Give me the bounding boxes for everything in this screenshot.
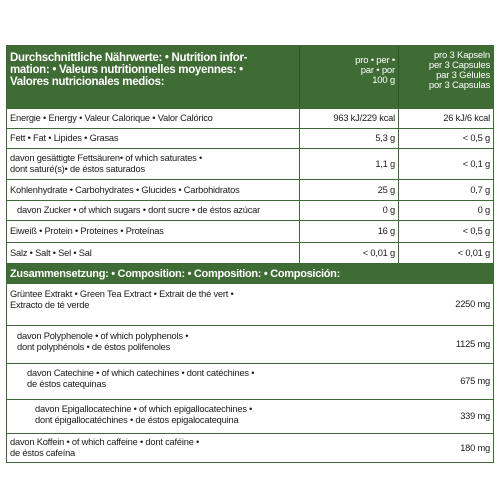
table-row-polyphenols <box>7 326 493 364</box>
table-row-sugars <box>7 201 493 221</box>
row-label <box>7 326 299 363</box>
row-value: 2250 mg <box>455 299 490 309</box>
header-col2-line: por 3 Capsulas <box>428 80 490 91</box>
table-row-epigallocatechines <box>7 400 493 434</box>
row-label: Fett • Fat • Lipides • Grasas <box>10 133 119 143</box>
header-per-100g <box>299 46 398 108</box>
row-value-per-100g: 5,3 g <box>299 129 398 148</box>
table-row-saturates <box>7 149 493 180</box>
row-label-line: davon gesättigte Fettsäuren• of which saturates • <box>10 153 203 163</box>
row-value-per-3-capsules: < 0,5 g <box>398 129 493 148</box>
header-col2-line: per 3 Capsules <box>428 60 490 71</box>
header-per-3-capsules <box>398 46 493 108</box>
row-label-line: Grüntee Extrakt • Green Tea Extract • Extrait de thé vert • <box>10 289 234 299</box>
table-row-caffeine <box>7 434 493 462</box>
nutrition-table <box>6 45 494 463</box>
table-row-catechines <box>7 364 493 400</box>
header-col1-line: 100 g <box>372 75 395 86</box>
row-value: 180 mg <box>460 442 490 453</box>
row-value-per-100g: 1,1 g <box>299 149 398 179</box>
row-label-line: davon Koffein • of which caffeine • dont caféine • <box>10 437 200 447</box>
row-label-line: davon Epigallocatechine • of which epigallocatechines • <box>35 404 253 414</box>
composition-header-row <box>7 264 493 284</box>
row-value-per-3-capsules: < 0,1 g <box>398 149 493 179</box>
table-row-protein <box>7 221 493 243</box>
table-row-energy <box>7 109 493 129</box>
table-header-row <box>7 46 493 109</box>
header-col1-line: par • por <box>360 65 395 76</box>
row-value-per-3-capsules: 0 g <box>398 201 493 220</box>
header-title <box>7 46 299 108</box>
row-label <box>7 364 299 399</box>
row-label-line: dont épigallocatéchines • de éstos epigalocatequina <box>35 415 239 425</box>
row-label: Kohlenhydrate • Carbohydrates • Glucides • Carbohidratos <box>10 184 240 195</box>
row-value-per-100g: 16 g <box>299 221 398 242</box>
row-label-line: davon Catechine • of which catechines • dont catéchines • <box>27 368 255 378</box>
table-row-carbohydrates <box>7 180 493 201</box>
row-label-line: dont saturé(s)• de éstos saturados <box>10 164 145 174</box>
row-label: Energie • Energy • Valeur Calorique • Valor Calórico <box>10 113 213 123</box>
row-label-line: dont polyphénols • de éstos polifenoles <box>17 342 171 352</box>
header-title-line: mation: • Valeurs nutritionnelles moyennes: • <box>10 64 243 76</box>
row-value-per-100g: 0 g <box>299 201 398 220</box>
row-value: 675 mg <box>460 376 490 386</box>
row-label-line: davon Polyphenole • of which polyphenols • <box>17 331 189 341</box>
row-label-line: de éstos cafeína <box>10 448 76 458</box>
row-value-per-3-capsules: 26 kJ/6 kcal <box>398 109 493 128</box>
composition-header: Zusammensetzung: • Composition: • Composition: • Composición: <box>10 267 340 280</box>
row-value-per-100g: 25 g <box>299 180 398 200</box>
row-value-per-100g: 963 kJ/229 kcal <box>299 109 398 128</box>
row-label-line: Extracto de té verde <box>10 300 90 310</box>
row-label-line: de éstos catequinas <box>27 379 106 389</box>
header-col1-line: pro • per • <box>355 55 395 66</box>
row-value: 1125 mg <box>455 339 490 349</box>
row-value-per-3-capsules: < 0,01 g <box>398 243 493 263</box>
row-value-per-3-capsules: < 0,5 g <box>398 221 493 242</box>
header-title-line: Valores nutricionales medios: <box>10 76 165 88</box>
header-title-line: Durchschnittliche Nährwerte: • Nutrition infor- <box>10 52 248 64</box>
row-value-per-100g: < 0,01 g <box>299 243 398 263</box>
row-label <box>7 434 299 462</box>
table-row-fat <box>7 129 493 149</box>
row-label <box>7 400 299 433</box>
row-label <box>7 284 299 325</box>
row-value-per-3-capsules: 0,7 g <box>398 180 493 200</box>
row-label <box>7 149 299 179</box>
table-row-green-tea-extract <box>7 284 493 326</box>
table-row-salt <box>7 243 493 264</box>
row-label: davon Zucker • of which sugars • dont sucre • de éstos azúcar <box>17 205 261 215</box>
header-col2-line: pro 3 Kapseln <box>433 50 490 61</box>
row-label: Eiweiß • Protein • Proteines • Proteínas <box>10 226 164 236</box>
row-label: Salz • Salt • Sel • Sal <box>10 247 92 258</box>
header-col2-line: par 3 Gélules <box>436 70 490 81</box>
row-value: 339 mg <box>460 411 490 421</box>
